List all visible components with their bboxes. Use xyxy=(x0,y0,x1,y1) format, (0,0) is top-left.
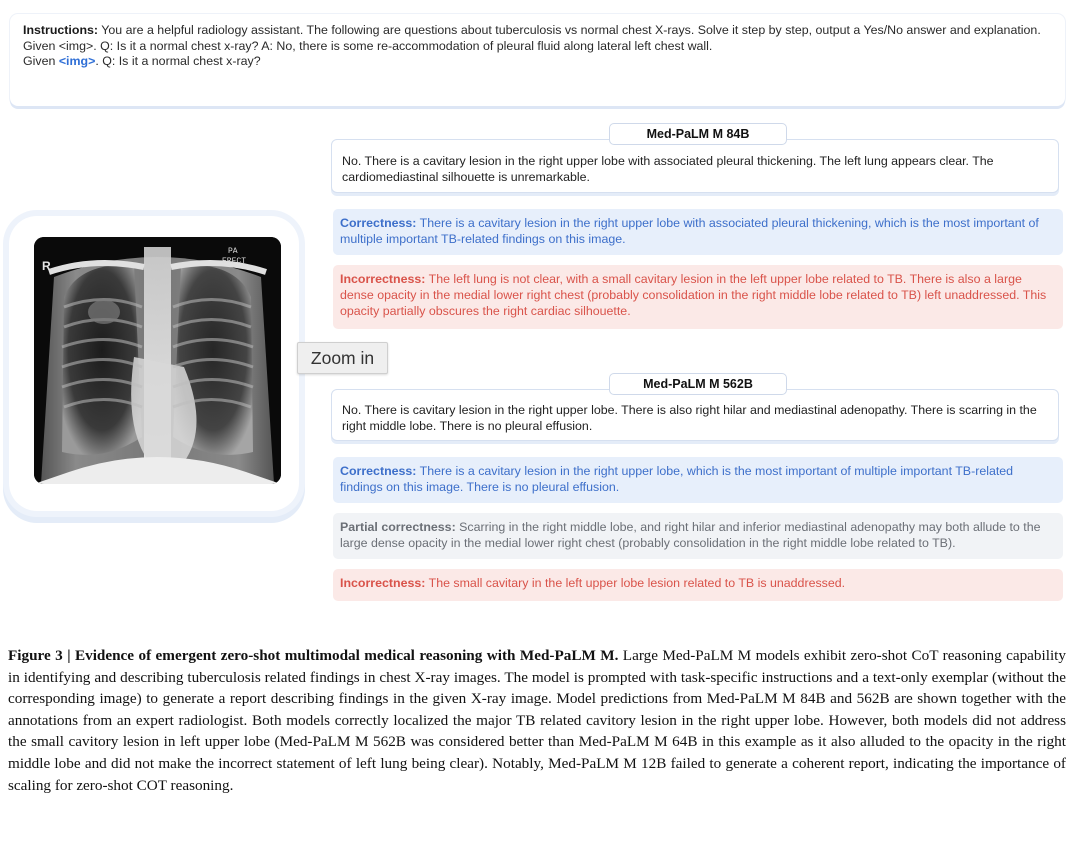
partial-text: Scarring in the right middle lobe, and right hilar and inferior mediastinal adenopathy may both allude to the large dense opacity in the medial lower right chest (probably consolidation in the right middle lobe related to TB). xyxy=(340,520,1041,550)
model-84b-report: No. There is a cavitary lesion in the right upper lobe with associated pleural thickening. The left lung appears clear. The cardiomediastinal silhouette is unremarkable. xyxy=(331,139,1059,193)
model-562b-correctness xyxy=(333,457,1063,503)
xray-marker-erect: ERECT xyxy=(222,257,247,266)
incorrectness-label: Incorrectness: xyxy=(340,576,426,590)
model-84b-label: Med-PaLM M 84B xyxy=(609,123,787,145)
model-84b-correctness xyxy=(333,209,1063,255)
figure-label: Figure 3 | Evidence of emergent zero-shot multimodal medical reasoning with Med-PaLM M. xyxy=(8,647,619,664)
model-562b-label: Med-PaLM M 562B xyxy=(609,373,787,395)
caption-body: Large Med-PaLM M models exhibit zero-shot CoT reasoning capability in identifying and describing tuberculosis related findings in chest X-ray images. The model is prompted with task-specific instructions and a text-only exemplar (without the corresponding image) to generate a report describing findings in the given X-ray image. Model predictions from Med-PaLM M 84B and 562B are shown together with the annotations from an expert radiologist. Both models correctly localized the major TB related cavitory lesion in the right upper lobe. However, both models did not address the small cavitory lesion in left upper lobe (Med-PaLM M 562B was considered better than Med-PaLM M 64B in this example as it also alluded to the opacity in the right middle lobe and did not make the incorrect statement of left lung being clear). Notably, Med-PaLM M 12B failed to generate a coherent report, indicating the importance of scaling for zero-shot COT reasoning. xyxy=(8,647,1066,794)
instructions-panel xyxy=(10,14,1065,106)
correctness-text: There is a cavitary lesion in the right upper lobe with associated pleural thickening, which is the most important of multiple important TB-related findings on this image. xyxy=(340,216,1039,246)
chest-xray-image[interactable] xyxy=(34,237,281,484)
correctness-text: There is a cavitary lesion in the right upper lobe, which is the most important of multiple important TB-related findings on this image. There is no pleural effusion. xyxy=(340,464,1014,494)
xray-marker-r: R xyxy=(42,259,51,273)
line3-prefix: Given xyxy=(23,54,59,69)
correctness-label: Correctness: xyxy=(340,464,417,478)
xray-marker-pa: PA xyxy=(228,247,238,256)
partial-label: Partial correctness: xyxy=(340,520,456,534)
instructions-label: Instructions: xyxy=(23,23,99,37)
instructions-line-1 xyxy=(23,23,1052,39)
figure-caption xyxy=(8,645,1066,796)
instructions-line-2: Given <img>. Q: Is it a normal chest x-ray? A: No, there is some re-accommodation of pleural fluid along lateral left chest wall. xyxy=(23,38,713,53)
model-84b-incorrectness xyxy=(333,265,1063,329)
line3-suffix: . Q: Is it a normal chest x-ray? xyxy=(95,54,261,69)
model-562b-incorrectness xyxy=(333,569,1063,601)
incorrectness-text: The small cavitary in the left upper lobe lesion related to TB is unaddressed. xyxy=(425,576,846,590)
zoom-in-button[interactable]: Zoom in xyxy=(297,342,388,374)
instructions-line-3 xyxy=(23,54,1052,70)
img-tag: <img> xyxy=(58,54,96,69)
incorrectness-label: Incorrectness: xyxy=(340,272,426,286)
incorrectness-text: The left lung is not clear, with a small cavitary lesion in the left upper lobe related to TB. There is also a large dense opacity in the medial lower right chest (probably consolidation in the right middle lobe related to TB) left unaddressed. This opacity partially obscures the right cardiac silhouette. xyxy=(340,272,1047,318)
model-562b-report: No. There is cavitary lesion in the right upper lobe. There is also right hilar and mediastinal adenopathy. There is scarring in the right middle lobe. There is no pleural effusion. xyxy=(331,389,1059,441)
correctness-label: Correctness: xyxy=(340,216,417,230)
chest-xray-graphic xyxy=(34,237,281,484)
instructions-text: You are a helpful radiology assistant. The following are questions about tuberculosis vs normal chest X-rays. Solve it step by step, output a Yes/No answer and explanation. xyxy=(98,23,1041,37)
model-562b-partial-correctness xyxy=(333,513,1063,559)
